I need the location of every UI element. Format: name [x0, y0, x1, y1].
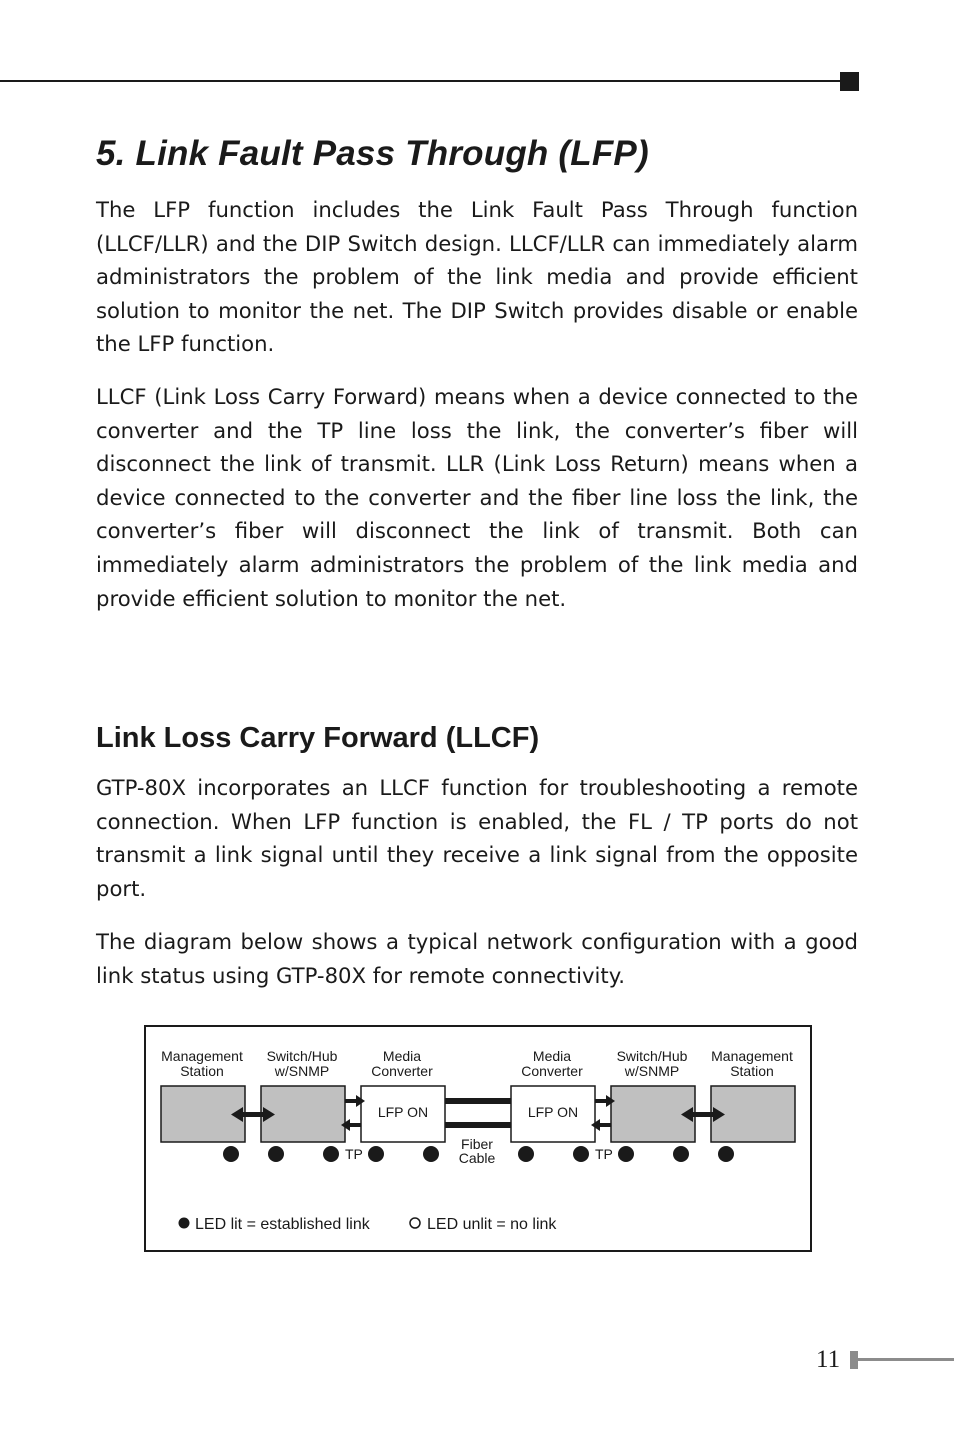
- led-3: [323, 1146, 339, 1162]
- body-paragraph-2: LLCF (Link Loss Carry Forward) means when a device connected to the converter and the TP line loss the link, the converter’s fiber will disconnect the link of transmit. LLR (Link Loss Return) means when a device connected to the converter and the fiber line loss the link, the converter’s fiber will disconnect the link of transmit. Both can immediately alarm administrators the problem of the link media and provide efficient solution to monitor the net.: [96, 384, 858, 611]
- device-6-label-line2: Station: [730, 1063, 774, 1079]
- section-title: 5. Link Fault Pass Through (LFP): [96, 134, 649, 173]
- network-diagram: [144, 1025, 812, 1252]
- legend-lit-text: LED lit = established link: [195, 1216, 370, 1233]
- fiber-label-line1: Fiber: [461, 1136, 493, 1152]
- device-3-label-line2: Converter: [371, 1063, 433, 1079]
- header-square-marker: [840, 72, 859, 91]
- converter-left-lfp-label: LFP ON: [377, 1104, 429, 1120]
- page-number: 11: [816, 1346, 841, 1373]
- converter-right-lfp-label: LFP ON: [527, 1104, 579, 1120]
- led-6: [518, 1146, 534, 1162]
- tp-label-left: TP: [345, 1146, 363, 1162]
- device-3-label-line1: Media: [382, 1048, 422, 1064]
- fiber-label-line2: Cable: [458, 1150, 496, 1166]
- legend-lit-icon: [179, 1218, 190, 1229]
- device-6-label-line1: Management: [711, 1048, 793, 1064]
- footer-rule: [858, 1358, 954, 1361]
- body-paragraph-3: GTP-80X incorporates an LLCF function for troubleshooting a remote connection. When LFP function is enabled, the FL / TP ports do not transmit a link signal until they receive a link signal from the opposite port.: [96, 775, 858, 901]
- fiber-arrows-icon: [445, 1098, 511, 1128]
- body-paragraph-1: The LFP function includes the Link Fault Pass Through function (LLCF/LLR) and the DIP Switch design. LLCF/LLR can immediately alarm administrators the problem of the link media and provide efficient solution to monitor the net. The DIP Switch provides disable or enable the LFP function.: [96, 197, 858, 357]
- led-9: [673, 1146, 689, 1162]
- device-1-label-line2: Station: [180, 1063, 224, 1079]
- device-4-label-line1: Media: [532, 1048, 572, 1064]
- led-1: [223, 1146, 239, 1162]
- device-2-label-line2: w/SNMP: [274, 1063, 330, 1079]
- led-7: [573, 1146, 589, 1162]
- led-8: [618, 1146, 634, 1162]
- device-1-label-line1: Management: [161, 1048, 243, 1064]
- network-diagram-svg: [146, 1027, 810, 1250]
- led-4: [368, 1146, 384, 1162]
- led-5: [423, 1146, 439, 1162]
- legend-unlit-text: LED unlit = no link: [427, 1216, 557, 1233]
- led-2: [268, 1146, 284, 1162]
- header-rule: [0, 80, 842, 82]
- subsection-title: Link Loss Carry Forward (LLCF): [96, 722, 540, 754]
- device-5-label-line1: Switch/Hub: [616, 1048, 688, 1064]
- tp-label-right: TP: [595, 1146, 613, 1162]
- device-5-label-line2: w/SNMP: [624, 1063, 680, 1079]
- device-2-label-line1: Switch/Hub: [266, 1048, 338, 1064]
- footer-marker: [850, 1351, 858, 1369]
- body-paragraph-4: The diagram below shows a typical network configuration with a good link status using GTP-80X for remote connectivity.: [96, 929, 858, 988]
- device-4-label-line2: Converter: [521, 1063, 583, 1079]
- led-10: [718, 1146, 734, 1162]
- legend-unlit-icon: [410, 1218, 420, 1228]
